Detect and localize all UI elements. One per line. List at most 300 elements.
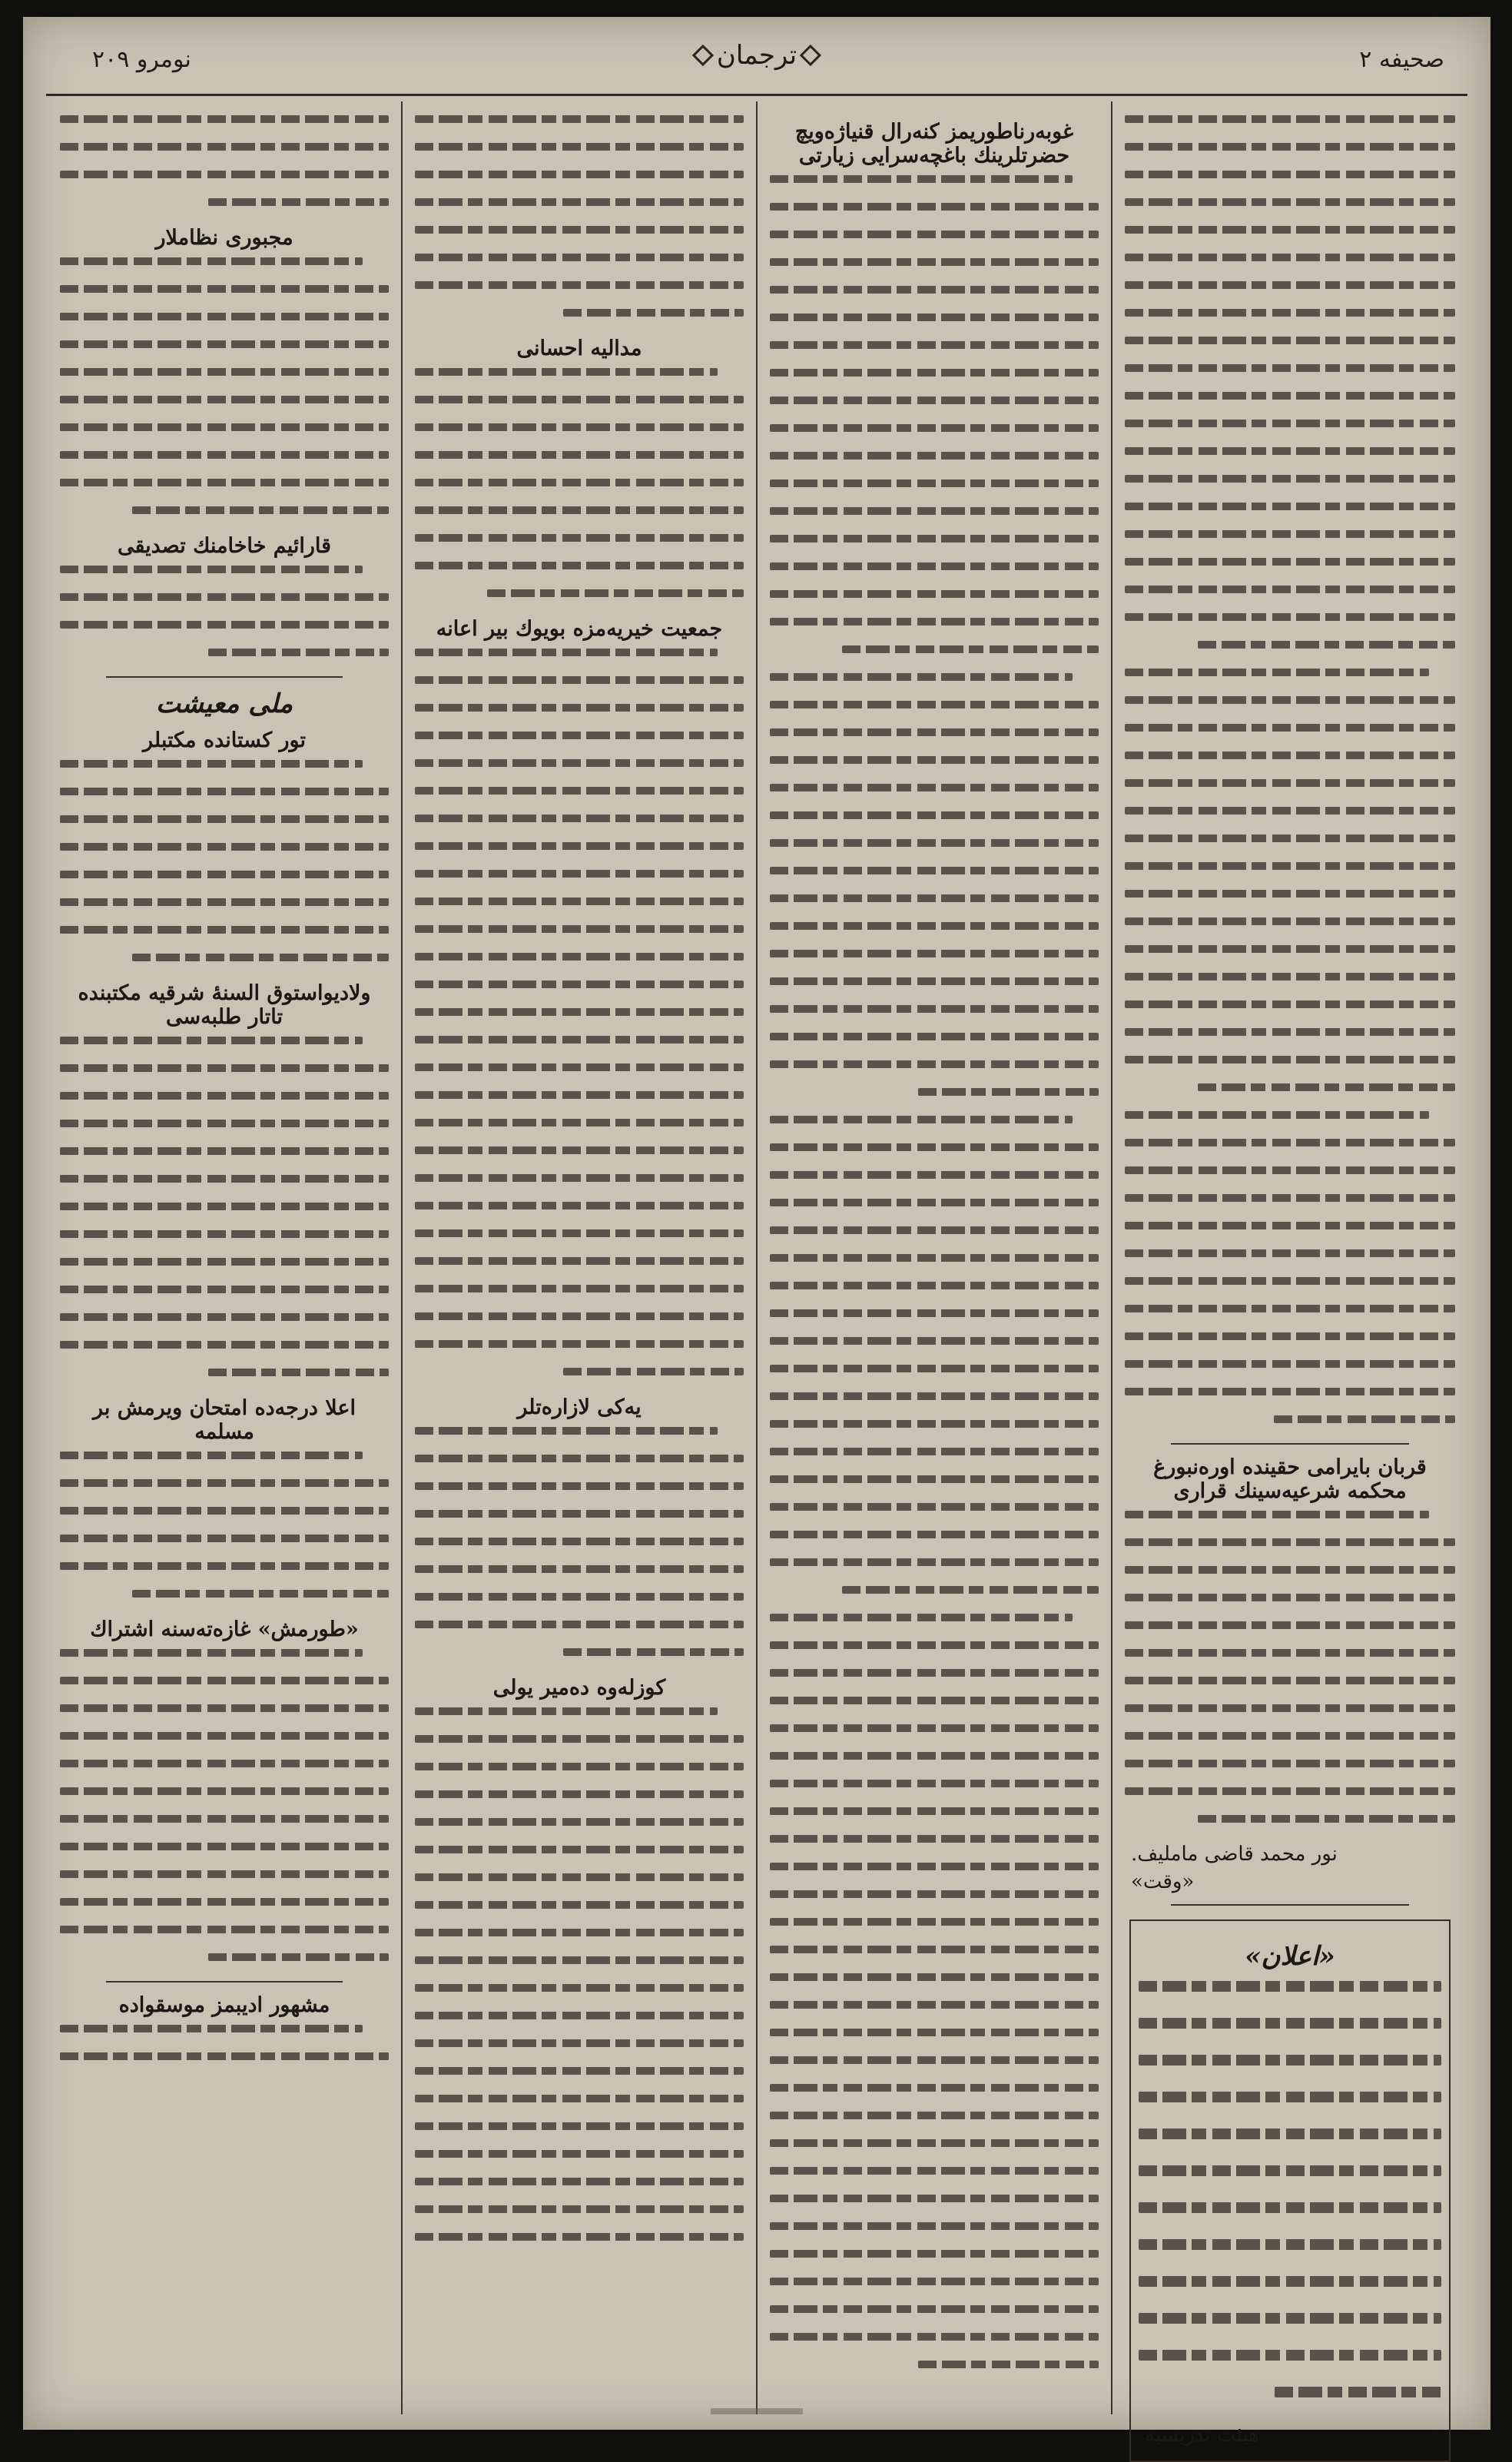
text-line xyxy=(770,369,1099,377)
text-line xyxy=(60,479,389,486)
announcement-body xyxy=(1139,1981,1441,2397)
text-line xyxy=(415,815,744,822)
text-line xyxy=(60,1815,389,1823)
text-line xyxy=(770,1503,1099,1511)
text-line xyxy=(1125,1305,1455,1312)
text-line xyxy=(770,1116,1073,1123)
text-line xyxy=(770,1448,1099,1455)
text-line xyxy=(60,926,389,934)
text-line xyxy=(770,1226,1099,1234)
text-line xyxy=(415,1202,744,1209)
text-line xyxy=(1125,420,1455,427)
text-line xyxy=(770,894,1099,902)
text-line xyxy=(1125,1139,1455,1146)
text-line xyxy=(1125,1277,1455,1285)
text-line xyxy=(1125,1166,1455,1174)
text-line xyxy=(415,562,744,569)
text-line xyxy=(415,1036,744,1044)
text-line xyxy=(842,1586,1099,1594)
text-line xyxy=(415,953,744,961)
text-line xyxy=(60,1760,389,1767)
article-heading-mobilization: مجبوری نظاملار xyxy=(155,226,293,250)
announcement-heading: «اعلان» xyxy=(1245,1941,1335,1972)
text-line xyxy=(415,479,744,486)
section-rule xyxy=(106,1981,343,1983)
text-line xyxy=(415,787,744,795)
text-line xyxy=(1125,115,1455,123)
text-line xyxy=(770,424,1099,432)
text-line xyxy=(415,1901,744,1909)
text-line xyxy=(60,1313,389,1321)
text-line xyxy=(1125,1332,1455,1340)
text-line xyxy=(415,423,744,431)
text-line xyxy=(1125,862,1455,870)
text-line xyxy=(60,1147,389,1155)
text-line xyxy=(770,175,1073,183)
text-line xyxy=(60,843,389,851)
text-line xyxy=(770,2222,1099,2230)
text-line xyxy=(770,1420,1099,1428)
text-line xyxy=(60,1341,389,1349)
text-line xyxy=(208,198,389,206)
column-4 xyxy=(48,101,403,2414)
header-rule xyxy=(46,94,1467,96)
newspaper-page xyxy=(23,17,1490,2447)
text-line xyxy=(60,1092,389,1100)
text-line xyxy=(415,1063,744,1071)
text-line xyxy=(770,535,1099,543)
article-body xyxy=(1125,1511,1455,1823)
text-line xyxy=(415,226,744,234)
text-line xyxy=(1125,1388,1455,1395)
text-line xyxy=(132,954,389,961)
text-line xyxy=(770,1558,1099,1566)
article-heading-qurban: قربان بایرامی حقینده اورەنبورغ محکمه شرعیەسینك قراری xyxy=(1153,1455,1427,1503)
text-line xyxy=(415,1427,718,1435)
text-line xyxy=(415,281,744,289)
text-line xyxy=(770,507,1099,515)
text-line xyxy=(563,309,744,317)
text-line xyxy=(1125,1222,1455,1229)
text-line xyxy=(770,314,1099,321)
text-line xyxy=(770,1752,1099,1760)
text-line xyxy=(918,2361,1099,2368)
text-line xyxy=(770,1475,1099,1483)
article-body xyxy=(415,115,744,317)
section-rule xyxy=(1171,1904,1409,1906)
text-line xyxy=(60,1037,363,1044)
text-line xyxy=(60,143,389,151)
text-line xyxy=(415,1455,744,1462)
text-line xyxy=(770,2278,1099,2285)
article-heading-karaim: قارائیم خاخامنك تصدیقی xyxy=(117,534,332,558)
text-line xyxy=(415,1229,744,1237)
text-line xyxy=(1125,890,1455,898)
text-line xyxy=(415,171,744,178)
article-heading-writer-moscow: مشهور ادیبمز موسقواده xyxy=(118,1993,330,2017)
text-line xyxy=(1125,475,1455,483)
text-line xyxy=(770,258,1099,266)
text-line xyxy=(208,1369,389,1376)
article-body xyxy=(415,649,744,1375)
text-line xyxy=(415,2039,744,2047)
text-line xyxy=(770,2139,1099,2147)
text-line xyxy=(415,2012,744,2019)
text-line xyxy=(1125,1732,1455,1740)
text-line xyxy=(770,673,1073,681)
text-line xyxy=(415,1621,744,1628)
issue-number-label: نومرو ۲۰۹ xyxy=(92,46,191,73)
text-line xyxy=(415,254,744,261)
text-line xyxy=(415,2205,744,2213)
text-line xyxy=(415,1510,744,1518)
article-body xyxy=(415,1427,744,1656)
text-line xyxy=(60,1064,389,1072)
article-heading-vladivostok: ولادیواستوق السنهٔ شرقیه مکتبنده تاتار طلبه‌سی xyxy=(78,981,371,1029)
article-heading-turkestan-schools: تور کستانده مکتبلر xyxy=(143,728,306,752)
text-line xyxy=(415,198,744,206)
text-line xyxy=(415,2095,744,2102)
text-line xyxy=(60,1452,363,1459)
text-line xyxy=(1139,2276,1441,2287)
text-line xyxy=(770,2250,1099,2258)
text-line xyxy=(415,1735,744,1743)
text-line xyxy=(1125,1649,1455,1657)
column-2 xyxy=(758,101,1112,2414)
footer-mark xyxy=(711,2408,803,2414)
announcement-signature: هيئت تدريسيه xyxy=(1145,2424,1259,2447)
text-line xyxy=(132,1590,389,1598)
text-line xyxy=(60,815,389,823)
text-line xyxy=(1125,945,1455,953)
text-line xyxy=(60,171,389,178)
section-rule xyxy=(106,676,343,678)
article-heading-subscription: «طورمش» غازه‌ته‌سنه اشتراك xyxy=(90,1618,359,1641)
text-line xyxy=(415,1818,744,1826)
text-line xyxy=(415,2233,744,2241)
text-line xyxy=(60,1870,389,1878)
text-line xyxy=(415,898,744,905)
text-line xyxy=(60,1230,389,1238)
text-line xyxy=(415,1312,744,1320)
article-body xyxy=(415,368,744,597)
text-line xyxy=(1125,1760,1455,1767)
text-line xyxy=(1125,309,1455,317)
text-line xyxy=(415,1929,744,1936)
text-line xyxy=(415,1846,744,1853)
text-line xyxy=(487,589,744,597)
text-line xyxy=(770,1171,1099,1179)
text-line xyxy=(415,534,744,542)
text-line xyxy=(60,2052,389,2060)
text-line xyxy=(1125,1621,1455,1629)
text-line xyxy=(60,368,389,376)
text-line xyxy=(415,396,744,403)
text-line xyxy=(60,2025,363,2032)
text-line xyxy=(563,1648,744,1656)
text-line xyxy=(770,1254,1099,1262)
text-line xyxy=(770,2084,1099,2092)
text-line xyxy=(415,1091,744,1099)
text-line xyxy=(415,1538,744,1545)
text-line xyxy=(1125,1194,1455,1202)
text-line xyxy=(1139,2018,1441,2029)
article-body xyxy=(60,566,389,656)
text-line xyxy=(60,1258,389,1266)
text-line xyxy=(1125,779,1455,787)
text-line xyxy=(132,506,389,514)
text-columns xyxy=(46,101,1467,2447)
text-line xyxy=(60,1535,389,1542)
text-line xyxy=(770,1392,1099,1400)
text-line xyxy=(415,506,744,514)
text-line xyxy=(1125,724,1455,732)
text-line xyxy=(60,1175,389,1183)
text-line xyxy=(1125,503,1455,510)
text-line xyxy=(60,898,389,906)
text-line xyxy=(415,2067,744,2075)
signature-qazi: نور محمد قاضی مامليف. xyxy=(1131,1843,1338,1866)
text-line xyxy=(770,1946,1099,1953)
text-line xyxy=(770,1282,1099,1289)
text-line xyxy=(770,1337,1099,1345)
section-heading-national-life: ملی معیشت xyxy=(155,688,293,719)
text-line xyxy=(415,115,744,123)
text-line xyxy=(1139,2129,1441,2139)
text-line xyxy=(60,621,389,629)
text-line xyxy=(770,2056,1099,2064)
text-line xyxy=(1125,586,1455,593)
text-line xyxy=(1125,1566,1455,1574)
text-line xyxy=(60,1649,363,1657)
text-line xyxy=(415,1565,744,1573)
text-line xyxy=(1125,254,1455,261)
text-line xyxy=(415,980,744,988)
text-line xyxy=(415,1119,744,1126)
text-line xyxy=(770,1973,1099,1981)
text-line xyxy=(770,1669,1099,1677)
text-line xyxy=(1275,2387,1441,2397)
text-line xyxy=(770,1807,1099,1815)
text-line xyxy=(770,590,1099,598)
text-line xyxy=(770,784,1099,791)
text-line xyxy=(1125,1704,1455,1712)
text-line xyxy=(1139,2055,1441,2065)
text-line xyxy=(770,728,1099,736)
text-line xyxy=(770,756,1099,764)
text-line xyxy=(770,341,1099,349)
text-line xyxy=(415,368,718,376)
text-line xyxy=(770,1780,1099,1787)
text-line xyxy=(415,649,718,656)
article-heading-railway: کوزلەوه دەمیر یولی xyxy=(492,1676,666,1700)
text-line xyxy=(1125,558,1455,566)
text-line xyxy=(770,1060,1099,1068)
text-line xyxy=(415,759,744,767)
text-line xyxy=(60,760,363,768)
text-line xyxy=(415,1984,744,1992)
text-line xyxy=(842,645,1099,653)
text-line xyxy=(770,618,1099,625)
text-line xyxy=(770,1531,1099,1538)
text-line xyxy=(770,562,1099,570)
article-body xyxy=(415,1707,744,2241)
text-line xyxy=(415,1257,744,1265)
text-line xyxy=(1198,1815,1455,1823)
text-line xyxy=(60,1479,389,1487)
source-note-vaqt: «وقت» xyxy=(1131,1870,1195,1893)
text-line xyxy=(415,451,744,459)
text-line xyxy=(770,839,1099,847)
text-line xyxy=(60,871,389,878)
text-line xyxy=(770,2112,1099,2119)
text-line xyxy=(1139,1981,1441,1992)
text-line xyxy=(60,451,389,459)
article-body xyxy=(60,1452,389,1598)
article-heading-medal: مدالیه احسانی xyxy=(516,337,642,360)
article-body xyxy=(60,257,389,514)
text-line xyxy=(60,340,389,348)
text-line xyxy=(770,977,1099,985)
text-line xyxy=(1125,973,1455,980)
text-line xyxy=(1125,613,1455,621)
text-line xyxy=(60,1843,389,1850)
text-line xyxy=(415,925,744,933)
text-line xyxy=(1139,2350,1441,2361)
text-line xyxy=(415,2122,744,2130)
text-line xyxy=(770,452,1099,460)
text-line xyxy=(770,1365,1099,1372)
text-line xyxy=(1125,226,1455,234)
article-heading-governor-visit: غوبەرناطوریمز کنەرال قنیاژەویچ حضرتلرینك باغچەسرایی زیارتی xyxy=(794,120,1074,168)
text-line xyxy=(770,2195,1099,2202)
text-line xyxy=(770,203,1099,211)
text-line xyxy=(1125,198,1455,206)
text-line xyxy=(770,1918,1099,1926)
text-line xyxy=(770,811,1099,819)
text-line xyxy=(60,1286,389,1293)
text-line xyxy=(1139,2313,1441,2324)
page-number-label: صحیفه ۲ xyxy=(1359,46,1444,73)
text-line xyxy=(208,1953,389,1961)
text-line xyxy=(770,1697,1099,1704)
article-body xyxy=(1125,115,1455,1423)
text-line xyxy=(415,1956,744,1964)
text-line xyxy=(1125,696,1455,704)
text-line xyxy=(60,593,389,601)
text-line xyxy=(1274,1415,1456,1423)
text-line xyxy=(60,1120,389,1127)
text-line xyxy=(770,2029,1099,2036)
text-line xyxy=(1125,392,1455,400)
text-line xyxy=(770,1033,1099,1040)
text-line xyxy=(1125,447,1455,455)
text-line xyxy=(60,285,389,293)
text-line xyxy=(415,1340,744,1348)
text-line xyxy=(1125,1677,1455,1684)
text-line xyxy=(1125,1538,1455,1546)
column-1 xyxy=(1112,101,1467,2447)
text-line xyxy=(770,701,1099,708)
text-line xyxy=(1125,1056,1455,1063)
text-line xyxy=(770,1863,1099,1870)
masthead-title: ترجمان xyxy=(701,40,812,71)
text-line xyxy=(1125,1249,1455,1257)
text-line xyxy=(1125,1111,1429,1119)
text-line xyxy=(1125,171,1455,178)
text-line xyxy=(1125,917,1455,925)
text-line xyxy=(770,286,1099,294)
text-line xyxy=(770,1143,1099,1151)
text-line xyxy=(60,313,389,320)
text-line xyxy=(415,1008,744,1016)
text-line xyxy=(770,1835,1099,1843)
text-line xyxy=(1125,1787,1455,1795)
text-line xyxy=(770,1890,1099,1898)
text-line xyxy=(415,1593,744,1601)
text-line xyxy=(60,1507,389,1515)
text-line xyxy=(770,2333,1099,2341)
text-line xyxy=(770,867,1099,874)
text-line xyxy=(1139,2202,1441,2213)
text-line xyxy=(415,2178,744,2185)
text-line xyxy=(1125,1028,1455,1036)
article-body xyxy=(60,1649,389,1961)
text-line xyxy=(60,1898,389,1906)
text-line xyxy=(60,1562,389,1570)
text-line xyxy=(770,397,1099,404)
text-line xyxy=(770,922,1099,930)
text-line xyxy=(415,1482,744,1490)
text-line xyxy=(1125,337,1455,344)
text-line xyxy=(1125,834,1455,842)
text-line xyxy=(415,1174,744,1182)
text-line xyxy=(415,870,744,878)
text-line xyxy=(208,649,389,656)
text-line xyxy=(1125,752,1455,759)
text-line xyxy=(60,396,389,403)
text-line xyxy=(60,1926,389,1933)
text-line xyxy=(1125,1360,1455,1368)
text-line xyxy=(770,1309,1099,1317)
text-line xyxy=(1125,669,1429,676)
text-line xyxy=(60,257,363,265)
text-line xyxy=(1125,807,1455,815)
text-line xyxy=(563,1368,744,1375)
text-line xyxy=(1125,530,1455,538)
text-line xyxy=(770,1641,1099,1649)
text-line xyxy=(60,788,389,795)
text-line xyxy=(1139,2239,1441,2250)
article-body xyxy=(60,2025,389,2060)
text-line xyxy=(770,1724,1099,1732)
text-line xyxy=(770,2305,1099,2313)
text-line xyxy=(60,1787,389,1795)
section-rule xyxy=(1171,1443,1409,1445)
text-line xyxy=(415,842,744,850)
text-line xyxy=(770,2001,1099,2009)
text-line xyxy=(918,1088,1099,1096)
text-line xyxy=(770,1199,1099,1206)
text-line xyxy=(415,2150,744,2158)
text-line xyxy=(60,566,363,573)
text-line xyxy=(770,1614,1073,1621)
text-line xyxy=(415,732,744,739)
text-line xyxy=(415,143,744,151)
text-line xyxy=(415,1707,718,1715)
text-line xyxy=(415,1285,744,1292)
article-body xyxy=(60,760,389,961)
